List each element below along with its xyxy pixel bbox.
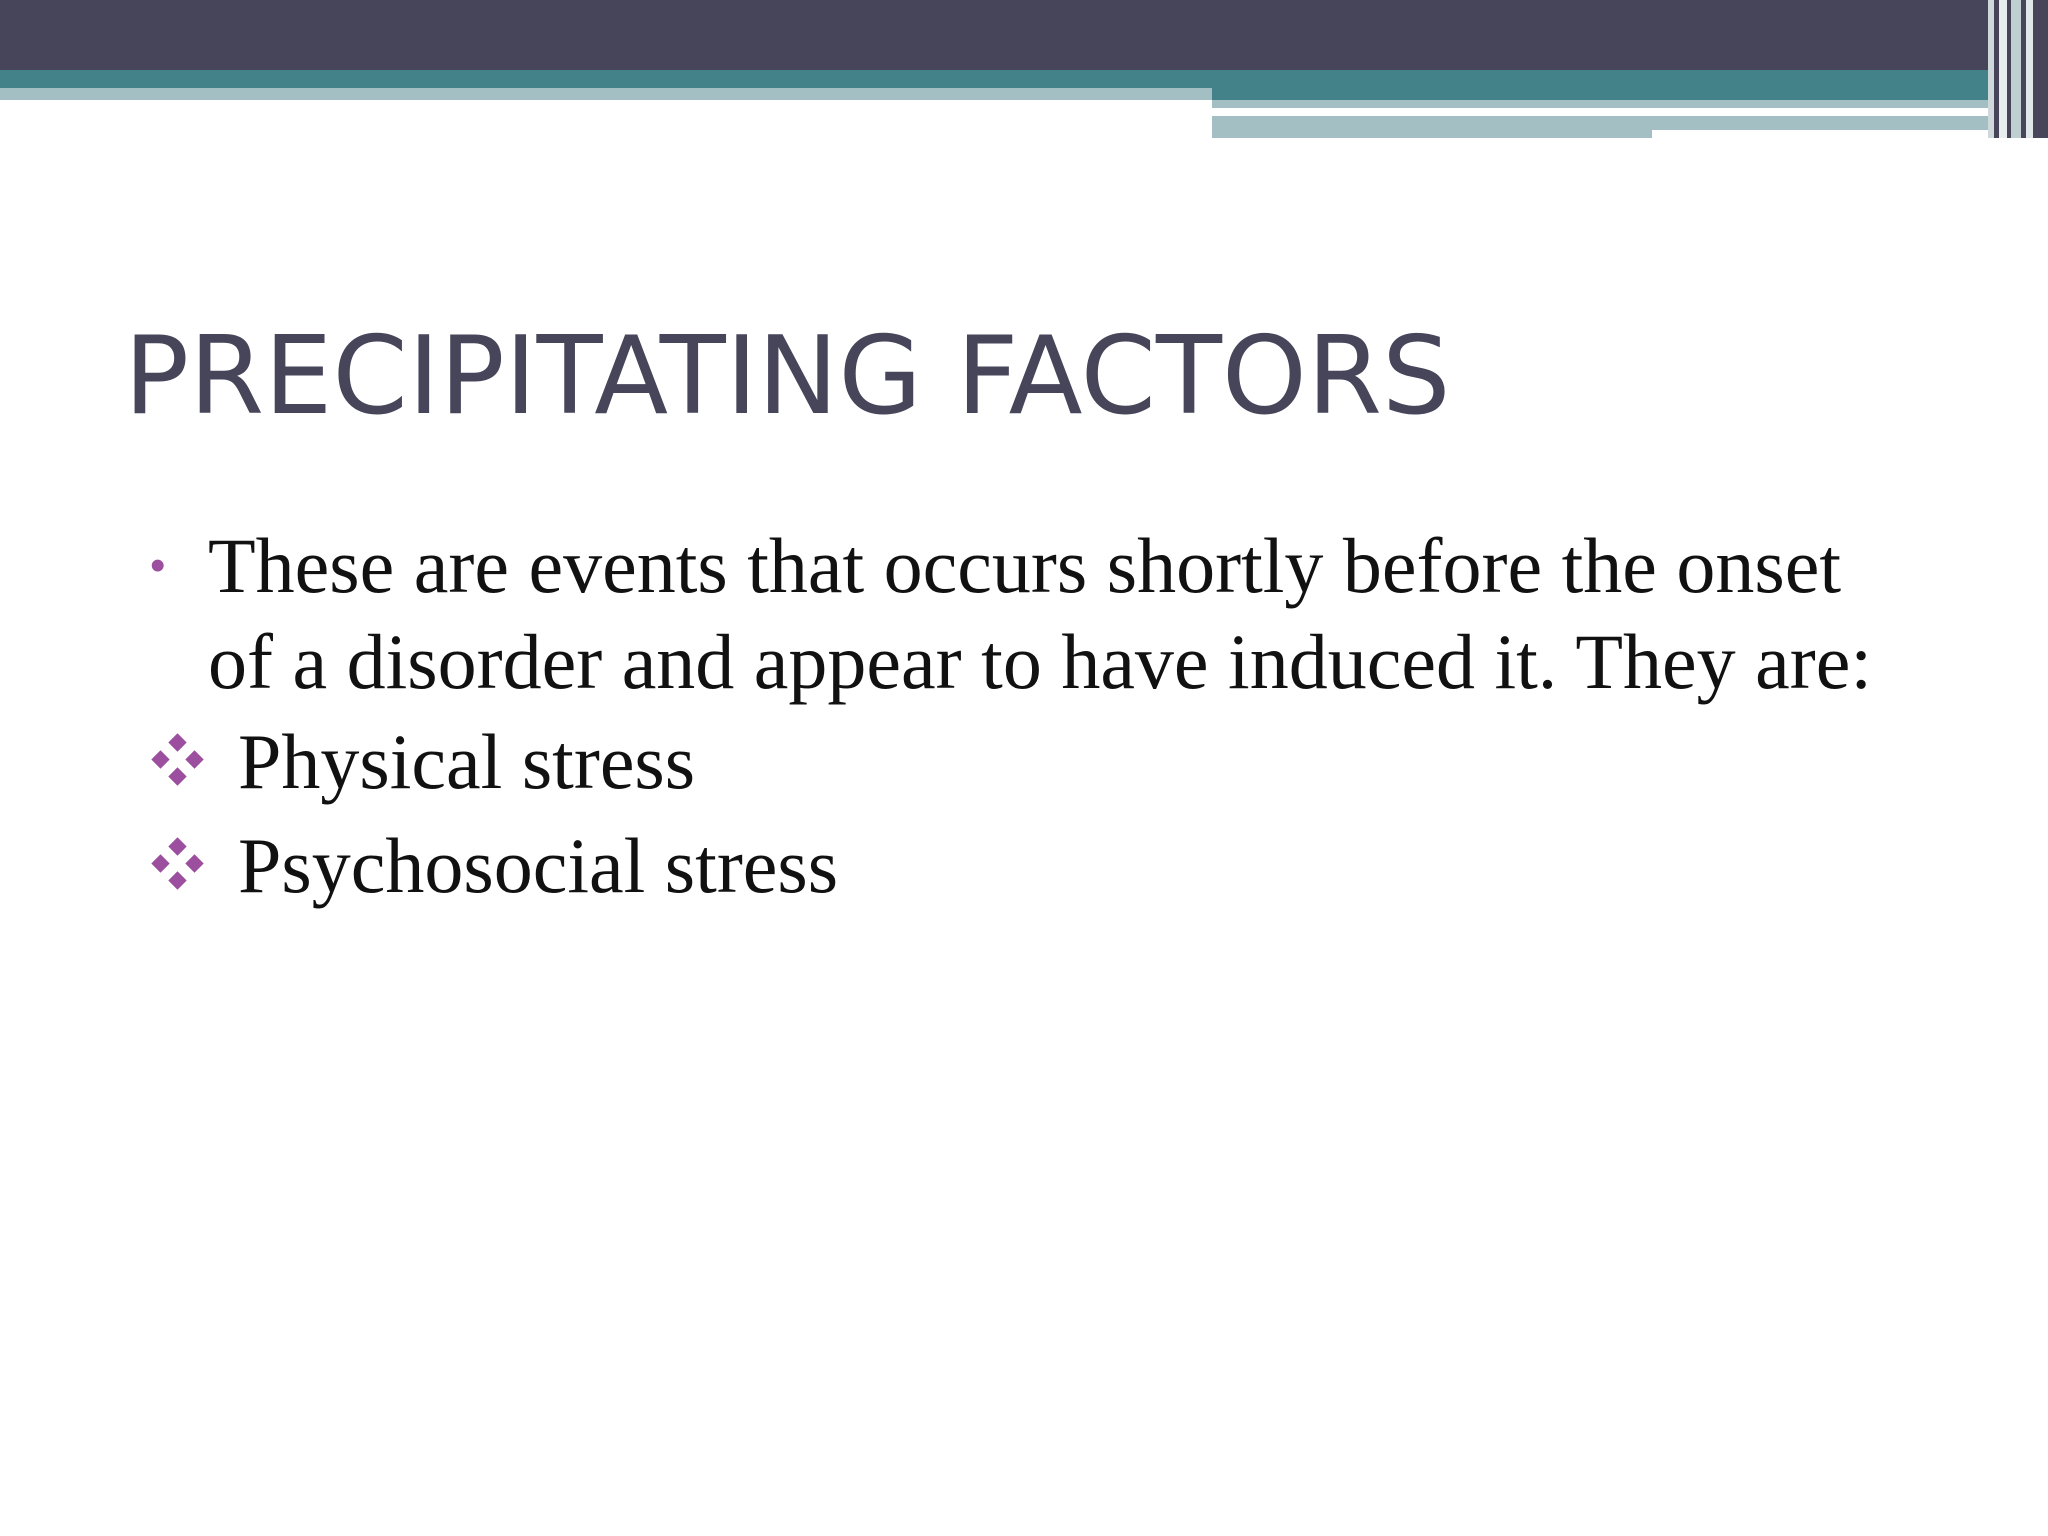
sub-bullet-item <box>148 710 1908 814</box>
four-diamond-bullet-icon <box>148 732 208 792</box>
header-stripe <box>2033 0 2048 138</box>
header-band-teal-right <box>1212 88 2048 100</box>
header-band-dark <box>0 0 2048 70</box>
header-stripe <box>2026 0 2033 138</box>
four-diamond-bullet-icon <box>148 836 208 896</box>
dot-bullet-icon: • <box>150 541 166 590</box>
header-stripe <box>2011 0 2021 138</box>
header-band-light-left <box>0 88 1212 100</box>
main-bullet <box>148 518 1908 710</box>
header-band-teal <box>0 70 2048 88</box>
header-stripe <box>1999 0 2007 138</box>
sub-bullet-label: Psychosocial stress <box>238 822 839 909</box>
header-stripes <box>1988 0 2048 138</box>
sub-bullet-label: Physical stress <box>238 718 696 805</box>
sub-bullet-item <box>148 814 1908 918</box>
header-band-light-right <box>1212 100 2012 108</box>
header-highlight-line-lower <box>1652 130 2012 138</box>
slide-title: PRECIPITATING FACTORS <box>124 314 1451 439</box>
main-bullet-text: These are events that occurs shortly before the onset of a disorder and appear to have induced it. They are: <box>208 522 1873 705</box>
slide-body <box>148 518 1908 918</box>
